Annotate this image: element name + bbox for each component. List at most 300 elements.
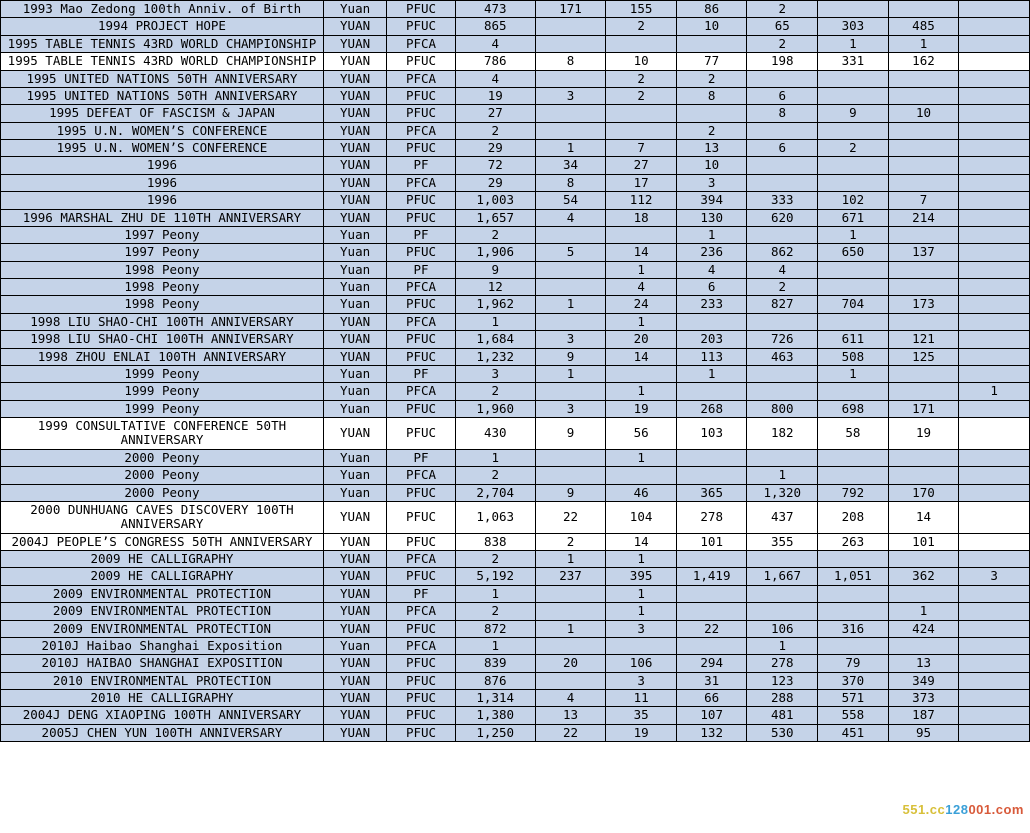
table-row [1,18,1030,35]
cell-n8 [959,35,1030,52]
cell-n3 [606,226,677,243]
cell-n2 [535,383,606,400]
cell-description: 1998 Peony [1,296,324,313]
cell-n7: 171 [888,400,959,417]
cell-grade: PFUC [387,655,456,672]
cell-n4: 101 [676,533,747,550]
cell-n1: 786 [455,53,535,70]
cell-description: 1999 Peony [1,400,324,417]
cell-n3: 19 [606,724,677,741]
table-row [1,501,1030,533]
cell-n7 [888,226,959,243]
cell-n2: 9 [535,348,606,365]
cell-grade: PFUC [387,484,456,501]
cell-n3: 1 [606,449,677,466]
cell-grade: PFCA [387,313,456,330]
cell-description: 1994 PROJECT HOPE [1,18,324,35]
cell-currency: YUAN [323,157,386,174]
cell-n7 [888,365,959,382]
cell-description: 2009 ENVIRONMENTAL PROTECTION [1,603,324,620]
cell-n8 [959,122,1030,139]
cell-currency: YUAN [323,331,386,348]
cell-n5: 6 [747,140,818,157]
cell-n6: 1 [818,365,889,382]
cell-n2 [535,313,606,330]
cell-n8 [959,279,1030,296]
cell-currency: YUAN [323,192,386,209]
cell-n8 [959,226,1030,243]
cell-n4: 77 [676,53,747,70]
cell-n4: 1,419 [676,568,747,585]
cell-n2 [535,70,606,87]
cell-n4 [676,551,747,568]
cell-n6: 704 [818,296,889,313]
cell-n1: 4 [455,35,535,52]
cell-n1: 3 [455,365,535,382]
cell-grade: PFUC [387,140,456,157]
cell-n6: 9 [818,105,889,122]
cell-n4: 4 [676,261,747,278]
cell-n1: 27 [455,105,535,122]
cell-n7 [888,637,959,654]
cell-n7 [888,449,959,466]
cell-n6 [818,87,889,104]
cell-currency: YUAN [323,603,386,620]
cell-n8 [959,53,1030,70]
cell-n4 [676,449,747,466]
cell-n4: 31 [676,672,747,689]
cell-currency: Yuan [323,467,386,484]
cell-description: 1998 Peony [1,261,324,278]
cell-currency: YUAN [323,122,386,139]
cell-n7: 485 [888,18,959,35]
cell-currency: YUAN [323,690,386,707]
cell-n6: 1 [818,35,889,52]
cell-n2: 3 [535,400,606,417]
cell-description: 1995 U.N. WOMEN’S CONFERENCE [1,122,324,139]
cell-n8 [959,348,1030,365]
cell-n1: 2,704 [455,484,535,501]
cell-n1: 876 [455,672,535,689]
cell-n1: 72 [455,157,535,174]
cell-n4: 1 [676,365,747,382]
cell-currency: YUAN [323,620,386,637]
cell-n6: 1 [818,226,889,243]
watermark-part-2: 128 [945,802,969,817]
cell-n5: 2 [747,279,818,296]
cell-currency: YUAN [323,105,386,122]
cell-grade: PFUC [387,192,456,209]
table-row [1,244,1030,261]
cell-n6: 451 [818,724,889,741]
cell-n7: 121 [888,331,959,348]
cell-n8 [959,261,1030,278]
table-row [1,70,1030,87]
table-row [1,331,1030,348]
cell-n8 [959,620,1030,637]
cell-n1: 838 [455,533,535,550]
cell-grade: PFCA [387,551,456,568]
cell-n6 [818,637,889,654]
cell-n1: 1 [455,585,535,602]
table-row [1,122,1030,139]
cell-n5: 333 [747,192,818,209]
cell-n4 [676,467,747,484]
cell-description: 2009 ENVIRONMENTAL PROTECTION [1,620,324,637]
cell-n5: 1 [747,467,818,484]
table-row [1,449,1030,466]
table-row [1,724,1030,741]
cell-n8 [959,724,1030,741]
table-row [1,140,1030,157]
cell-n6: 370 [818,672,889,689]
cell-n3: 106 [606,655,677,672]
cell-n2: 1 [535,365,606,382]
cell-n8 [959,313,1030,330]
cell-n6 [818,383,889,400]
table-row [1,157,1030,174]
cell-n4: 365 [676,484,747,501]
cell-n5: 1,320 [747,484,818,501]
cell-n2: 4 [535,209,606,226]
table-row [1,637,1030,654]
cell-grade: PFUC [387,724,456,741]
cell-n6 [818,467,889,484]
cell-n7: 10 [888,105,959,122]
cell-n4 [676,603,747,620]
cell-n8 [959,707,1030,724]
cell-currency: YUAN [323,707,386,724]
cell-description: 2005J CHEN YUN 100TH ANNIVERSARY [1,724,324,741]
cell-n6 [818,603,889,620]
cell-description: 2000 DUNHUANG CAVES DISCOVERY 100TH ANNIVERSARY [1,501,324,533]
cell-n1: 2 [455,383,535,400]
cell-n2: 2 [535,533,606,550]
cell-n5: 620 [747,209,818,226]
cell-n4 [676,585,747,602]
cell-n6 [818,585,889,602]
table-row [1,707,1030,724]
cell-grade: PFCA [387,637,456,654]
cell-n7 [888,70,959,87]
cell-n6: 316 [818,620,889,637]
cell-n6: 102 [818,192,889,209]
cell-grade: PF [387,449,456,466]
cell-n4: 394 [676,192,747,209]
cell-n6 [818,1,889,18]
watermark [902,802,1024,817]
cell-n6: 303 [818,18,889,35]
cell-n2: 237 [535,568,606,585]
cell-currency: Yuan [323,484,386,501]
cell-n3: 14 [606,348,677,365]
cell-grade: PFCA [387,279,456,296]
cell-n4: 3 [676,174,747,191]
cell-n5 [747,449,818,466]
cell-currency: Yuan [323,449,386,466]
cell-n5: 2 [747,35,818,52]
cell-currency: YUAN [323,501,386,533]
cell-n3: 18 [606,209,677,226]
cell-n8 [959,105,1030,122]
cell-n6: 1,051 [818,568,889,585]
watermark-part-1: 551.cc [902,802,946,817]
cell-n4: 86 [676,1,747,18]
cell-n8 [959,400,1030,417]
cell-currency: YUAN [323,35,386,52]
cell-n2 [535,35,606,52]
cell-description: 1997 Peony [1,226,324,243]
cell-grade: PFUC [387,1,456,18]
cell-n1: 12 [455,279,535,296]
cell-n1: 9 [455,261,535,278]
cell-n3: 1 [606,383,677,400]
cell-n3: 24 [606,296,677,313]
cell-currency: Yuan [323,261,386,278]
cell-n1: 865 [455,18,535,35]
table-row [1,53,1030,70]
cell-n2: 8 [535,174,606,191]
cell-description: 1995 UNITED NATIONS 50TH ANNIVERSARY [1,70,324,87]
cell-n7 [888,122,959,139]
cell-currency: YUAN [323,87,386,104]
cell-n1: 1 [455,313,535,330]
cell-n4: 10 [676,157,747,174]
cell-grade: PF [387,261,456,278]
cell-currency: YUAN [323,585,386,602]
cell-grade: PF [387,365,456,382]
cell-currency: YUAN [323,313,386,330]
cell-n7 [888,383,959,400]
cell-description: 1999 Peony [1,383,324,400]
cell-description: 2010 ENVIRONMENTAL PROTECTION [1,672,324,689]
cell-n4: 236 [676,244,747,261]
cell-n3: 3 [606,620,677,637]
cell-n6: 650 [818,244,889,261]
cell-n2: 5 [535,244,606,261]
cell-n2: 3 [535,331,606,348]
cell-n4: 203 [676,331,747,348]
table-row [1,484,1030,501]
cell-grade: PFCA [387,383,456,400]
cell-n4: 132 [676,724,747,741]
cell-n3: 2 [606,18,677,35]
cell-n5: 1,667 [747,568,818,585]
cell-description: 2010 HE CALLIGRAPHY [1,690,324,707]
cell-n7: 173 [888,296,959,313]
cell-n6 [818,122,889,139]
cell-n7 [888,551,959,568]
table-row [1,348,1030,365]
cell-currency: YUAN [323,724,386,741]
cell-grade: PFUC [387,331,456,348]
cell-description: 2010J HAIBAO SHANGHAI EXPOSITION [1,655,324,672]
cell-n7 [888,157,959,174]
cell-n6: 508 [818,348,889,365]
cell-n4: 8 [676,87,747,104]
cell-n5: 827 [747,296,818,313]
cell-grade: PF [387,157,456,174]
cell-n5 [747,122,818,139]
cell-n2 [535,105,606,122]
cell-n8 [959,672,1030,689]
cell-n3: 1 [606,551,677,568]
cell-n2 [535,603,606,620]
cell-grade: PF [387,585,456,602]
cell-grade: PFCA [387,174,456,191]
cell-n5: 8 [747,105,818,122]
cell-description: 1995 TABLE TENNIS 43RD WORLD CHAMPIONSHIP [1,35,324,52]
cell-n8: 1 [959,383,1030,400]
cell-n6 [818,261,889,278]
cell-n3: 395 [606,568,677,585]
cell-n1: 4 [455,70,535,87]
cell-n7 [888,467,959,484]
watermark-part-3: 001.com [968,802,1024,817]
cell-n4: 66 [676,690,747,707]
cell-grade: PFUC [387,105,456,122]
cell-n6: 671 [818,209,889,226]
cell-n8 [959,637,1030,654]
cell-n3: 155 [606,1,677,18]
cell-currency: Yuan [323,637,386,654]
cell-n1: 2 [455,467,535,484]
cell-n4: 107 [676,707,747,724]
cell-n5: 6 [747,87,818,104]
cell-n3: 46 [606,484,677,501]
cell-n5: 198 [747,53,818,70]
cell-grade: PFCA [387,35,456,52]
cell-n7: 1 [888,603,959,620]
cell-n6 [818,313,889,330]
cell-n2 [535,226,606,243]
cell-description: 2000 Peony [1,449,324,466]
cell-n6 [818,449,889,466]
cell-n8: 3 [959,568,1030,585]
cell-n3: 112 [606,192,677,209]
cell-n4 [676,105,747,122]
cell-currency: Yuan [323,400,386,417]
cell-n3: 19 [606,400,677,417]
cell-grade: PFUC [387,18,456,35]
cell-n7: 14 [888,501,959,533]
cell-n5 [747,157,818,174]
table-row [1,568,1030,585]
table-row [1,261,1030,278]
cell-n8 [959,192,1030,209]
cell-n1: 1 [455,449,535,466]
cell-n5: 288 [747,690,818,707]
cell-n7 [888,279,959,296]
cell-n4 [676,383,747,400]
cell-n3: 2 [606,87,677,104]
cell-n7: 125 [888,348,959,365]
cell-currency: YUAN [323,418,386,450]
cell-n3: 2 [606,70,677,87]
cell-n3: 20 [606,331,677,348]
cell-n1: 29 [455,174,535,191]
cell-n3 [606,35,677,52]
cell-n6 [818,174,889,191]
cell-n7: 101 [888,533,959,550]
cell-n2 [535,672,606,689]
cell-n3 [606,105,677,122]
cell-n2: 34 [535,157,606,174]
cell-grade: PFUC [387,209,456,226]
cell-n6: 698 [818,400,889,417]
cell-n1: 839 [455,655,535,672]
cell-grade: PFUC [387,400,456,417]
cell-n1: 1,250 [455,724,535,741]
cell-currency: Yuan [323,296,386,313]
cell-n3: 1 [606,261,677,278]
cell-n1: 1 [455,637,535,654]
cell-currency: YUAN [323,533,386,550]
cell-grade: PFUC [387,53,456,70]
cell-n1: 19 [455,87,535,104]
cell-grade: PFUC [387,620,456,637]
table-row [1,672,1030,689]
cell-description: 1995 UNITED NATIONS 50TH ANNIVERSARY [1,87,324,104]
cell-n7: 13 [888,655,959,672]
cell-n4: 233 [676,296,747,313]
cell-n7 [888,313,959,330]
cell-n3: 35 [606,707,677,724]
cell-n1: 1,962 [455,296,535,313]
cell-n6: 331 [818,53,889,70]
cell-description: 1996 [1,157,324,174]
cell-n3: 56 [606,418,677,450]
cell-n8 [959,484,1030,501]
cell-n3: 4 [606,279,677,296]
cell-n5 [747,365,818,382]
cell-n4: 22 [676,620,747,637]
cell-currency: YUAN [323,70,386,87]
cell-n5 [747,70,818,87]
cell-grade: PFCA [387,122,456,139]
cell-n4: 10 [676,18,747,35]
cell-n3 [606,637,677,654]
cell-n8 [959,690,1030,707]
cell-n6: 208 [818,501,889,533]
cell-n4: 268 [676,400,747,417]
cell-n6: 792 [818,484,889,501]
cell-n2: 3 [535,87,606,104]
cell-n2 [535,279,606,296]
table-row [1,467,1030,484]
cell-n4: 294 [676,655,747,672]
cell-description: 1996 [1,174,324,191]
cell-n1: 2 [455,603,535,620]
cell-n4: 13 [676,140,747,157]
table-row [1,690,1030,707]
cell-n4: 2 [676,70,747,87]
cell-currency: YUAN [323,551,386,568]
table-row [1,620,1030,637]
cell-n2 [535,261,606,278]
cell-n8 [959,87,1030,104]
cell-n6: 79 [818,655,889,672]
cell-n5: 278 [747,655,818,672]
cell-n3 [606,122,677,139]
cell-n1: 1,906 [455,244,535,261]
cell-n1: 1,314 [455,690,535,707]
cell-description: 1998 LIU SHAO-CHI 100TH ANNIVERSARY [1,331,324,348]
cell-n1: 1,063 [455,501,535,533]
cell-n3: 27 [606,157,677,174]
cell-n7 [888,174,959,191]
cell-n4: 103 [676,418,747,450]
